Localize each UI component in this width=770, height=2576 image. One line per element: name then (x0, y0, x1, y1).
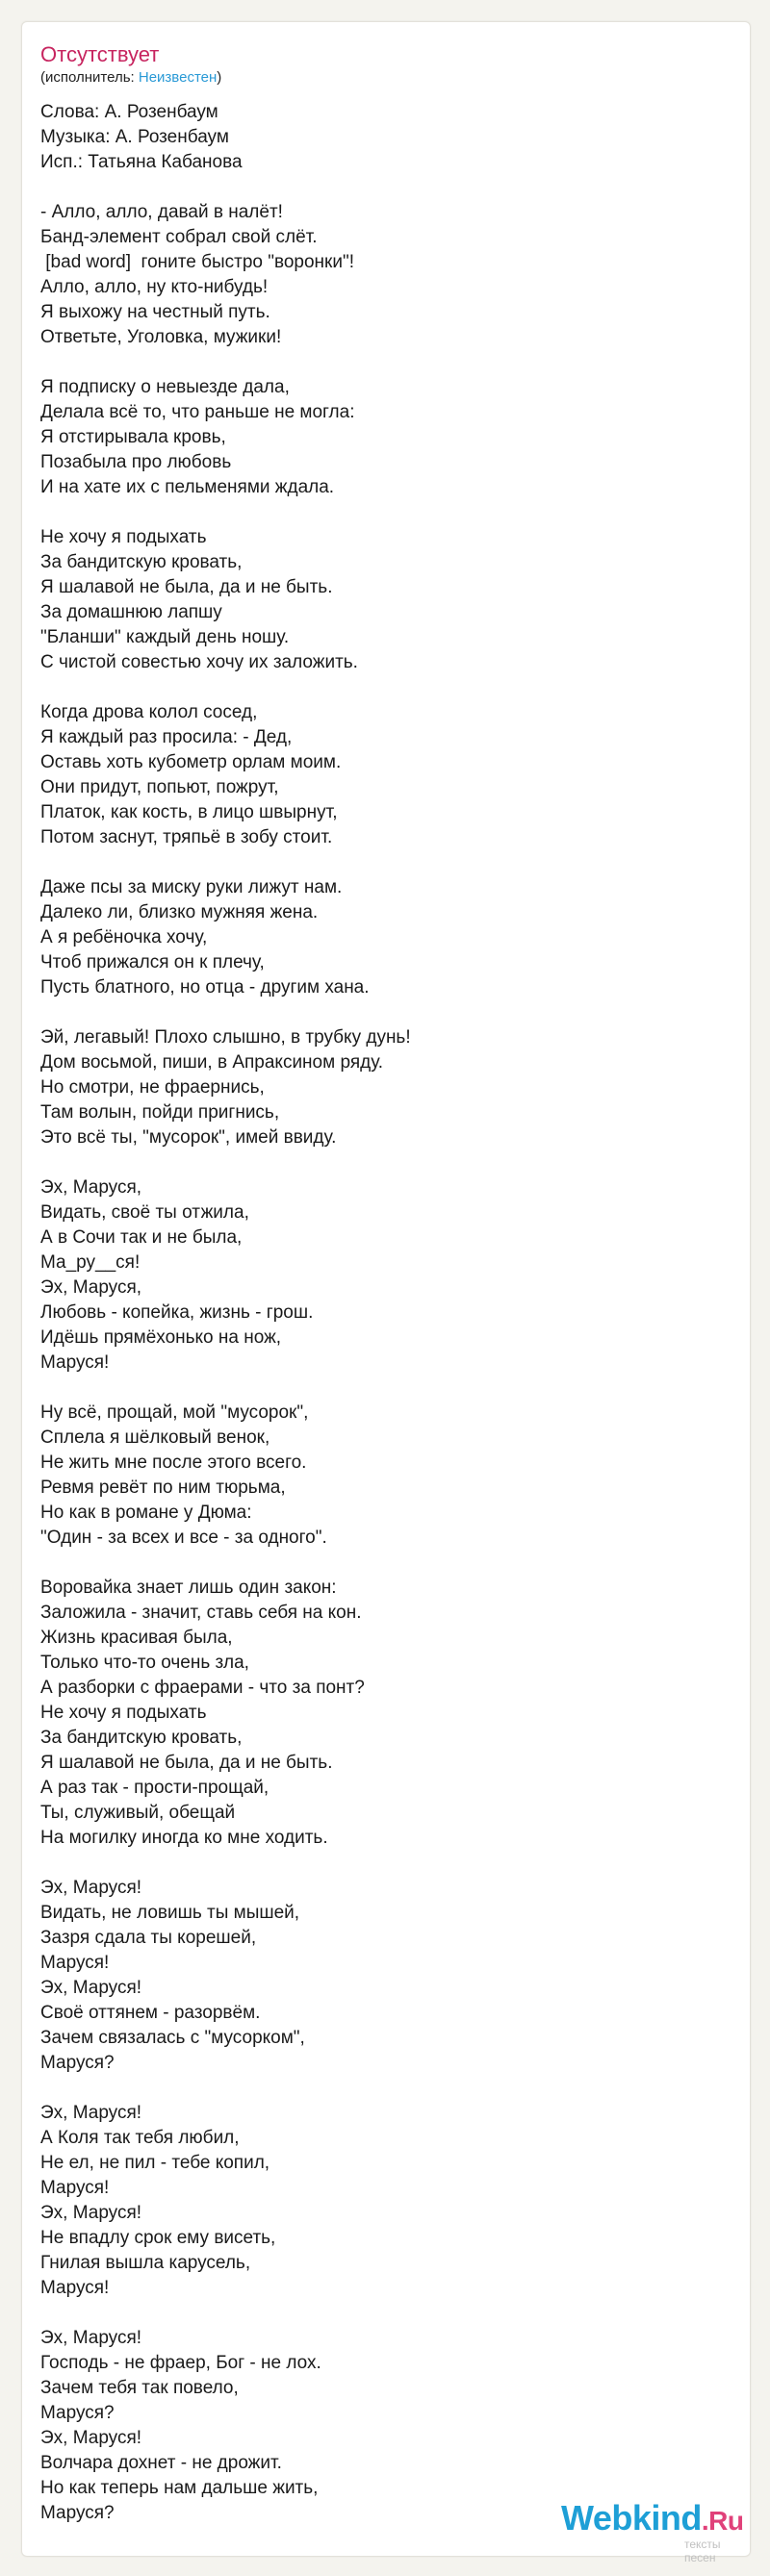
lyrics-line: Видать, своё ты отжила, (40, 1202, 249, 1223)
lyrics-line: Жизнь красивая была, (40, 1628, 233, 1648)
lyrics-line: Исп.: Татьяна Кабанова (40, 152, 243, 172)
byline-prefix: (исполнитель: (40, 69, 139, 86)
lyrics-line: Позабыла про любовь (40, 452, 232, 472)
lyrics-line: А Коля так тебя любил, (40, 2128, 240, 2148)
lyrics-line: Там волын, пойди пригнись, (40, 1102, 280, 1123)
lyrics-line: Чтоб прижался он к плечу, (40, 952, 265, 972)
lyrics-line: Волчара дохнет - не дрожит. (40, 2453, 282, 2473)
lyrics-line: [bad word] гоните быстро "воронки"! (40, 252, 354, 272)
lyrics-line: За бандитскую кровать, (40, 1728, 243, 1748)
lyrics-line: Потом заснут, тряпьё в зобу стоит. (40, 827, 333, 847)
lyrics-stanza (40, 525, 733, 675)
lyrics-line: А я ребёночка хочу, (40, 927, 208, 947)
lyrics-line: Своё оттянем - разорвём. (40, 2003, 261, 2023)
lyrics-line: А в Сочи так и не была, (40, 1227, 243, 1248)
byline-suffix: ) (217, 69, 222, 86)
logo-part-web: Web (561, 2498, 632, 2538)
lyrics-line: Далеко ли, близко мужняя жена. (40, 902, 319, 922)
artist-byline (40, 69, 221, 86)
lyrics-line: Платок, как кость, в лицо швырнут, (40, 802, 338, 822)
lyrics-line: Зачем тебя так повело, (40, 2378, 239, 2398)
lyrics-line: Делала всё то, что раньше не могла: (40, 402, 355, 422)
lyrics-line: Но смотри, не фраернись, (40, 1077, 265, 1098)
lyrics-line: Идёшь прямёхонько на нож, (40, 1327, 282, 1348)
lyrics-line: Но как в романе у Дюма: (40, 1503, 252, 1523)
lyrics-line: Музыка: А. Розенбаум (40, 127, 229, 147)
lyrics-line: Только что-то очень зла, (40, 1653, 249, 1673)
lyrics-line: За домашнюю лапшу (40, 602, 222, 622)
lyrics-line: Я шалавой не была, да и не быть. (40, 1753, 333, 1773)
lyrics-line: Эх, Маруся! (40, 2428, 142, 2448)
lyrics-line: Эй, легавый! Плохо слышно, в трубку дунь! (40, 1027, 411, 1048)
lyrics-line: Гнилая вышла карусель, (40, 2253, 251, 2273)
lyrics-line: Маруся? (40, 2053, 115, 2073)
logo-part-kind: kind (631, 2498, 702, 2538)
lyrics-line: Не хочу я подыхать (40, 1703, 207, 1723)
lyrics-line: Это всё ты, "мусорок", имей ввиду. (40, 1127, 337, 1148)
lyrics-stanza (40, 1401, 733, 1551)
lyrics-line: Я подписку о невыезде дала, (40, 377, 290, 397)
lyrics-line: Я шалавой не была, да и не быть. (40, 577, 333, 597)
lyrics-line: - Алло, алло, давай в налёт! (40, 202, 283, 222)
lyrics-line: Ты, служивый, обещай (40, 1803, 236, 1823)
lyrics-stanza (40, 200, 733, 350)
lyrics-line: Заложила - значит, ставь себя на кон. (40, 1603, 362, 1623)
lyrics-line: На могилку иногда ко мне ходить. (40, 1828, 328, 1848)
lyrics-line: "Один - за всех и все - за одного". (40, 1528, 327, 1548)
lyrics-stanza (40, 1876, 733, 2076)
logo-wordmark (561, 2499, 743, 2540)
lyrics-line: Когда дрова колол сосед, (40, 702, 258, 722)
lyrics-line: А разборки с фраерами - что за понт? (40, 1678, 365, 1698)
lyrics-line: Эх, Маруся! (40, 1878, 142, 1898)
lyrics-stanza (40, 700, 733, 850)
lyrics-line: Эх, Маруся! (40, 2103, 142, 2123)
lyrics-line: Я каждый раз просила: - Дед, (40, 727, 293, 747)
logo-tagline: тексты песен (684, 2538, 721, 2564)
lyrics-stanza (40, 2326, 733, 2526)
lyrics-line: За бандитскую кровать, (40, 552, 243, 572)
lyrics-stanza (40, 1576, 733, 1851)
lyrics-line: Эх, Маруся, (40, 1277, 142, 1298)
lyrics-line: Господь - не фраер, Бог - не лох. (40, 2353, 321, 2373)
lyrics-stanza (40, 100, 733, 175)
lyrics-line: Не ел, не пил - тебе копил, (40, 2153, 270, 2173)
lyrics-line: Ма_ру__ся! (40, 1252, 141, 1273)
lyrics-stanza (40, 375, 733, 500)
lyrics-line: Не впадлу срок ему висеть, (40, 2228, 276, 2248)
lyrics-line: Они придут, попьют, пожрут, (40, 777, 279, 797)
lyrics-line: С чистой совестью хочу их заложить. (40, 652, 358, 672)
lyrics-line: Даже псы за миску руки лижут нам. (40, 877, 343, 897)
lyrics-line: Зачем связалась с "мусорком", (40, 2028, 305, 2048)
lyrics-line: Видать, не ловишь ты мышей, (40, 1903, 300, 1923)
lyrics-line: Алло, алло, ну кто-нибудь! (40, 277, 269, 297)
webkind-logo[interactable] (561, 2498, 754, 2564)
lyrics-line: Но как теперь нам дальше жить, (40, 2478, 319, 2498)
lyrics-line: Слова: А. Розенбаум (40, 102, 218, 122)
logo-part-ru: .Ru (701, 2506, 744, 2536)
lyrics-line: Эх, Маруся! (40, 2203, 142, 2223)
lyrics-line: Я выхожу на честный путь. (40, 302, 270, 322)
lyrics-line: Оставь хоть кубометр орлам моим. (40, 752, 342, 772)
lyrics-line: Эх, Маруся! (40, 2328, 142, 2348)
artist-link[interactable]: Неизвестен (138, 69, 218, 86)
lyrics-line: "Бланши" каждый день ношу. (40, 627, 290, 647)
lyrics-stanza (40, 1175, 733, 1376)
lyrics-line: Эх, Маруся, (40, 1177, 142, 1198)
lyrics-line: Ответьте, Уголовка, мужики! (40, 327, 282, 347)
lyrics-line: Сплела я шёлковый венок, (40, 1427, 270, 1448)
lyrics-line: Дом восьмой, пиши, в Апраксином ряду. (40, 1052, 384, 1073)
song-title: Отсутствует (40, 42, 160, 66)
lyrics-line: Маруся! (40, 2178, 110, 2198)
lyrics-line: Ревмя ревёт по ним тюрьма, (40, 1477, 286, 1498)
lyrics-line: Маруся! (40, 1352, 110, 1373)
lyrics-line: И на хате их с пельменями ждала. (40, 477, 335, 497)
lyrics-line: Зазря сдала ты корешей, (40, 1928, 257, 1948)
lyrics-line: Маруся! (40, 1953, 110, 1973)
lyrics-stanza (40, 875, 733, 1000)
lyrics-line: Маруся? (40, 2403, 115, 2423)
lyrics-line: А раз так - прости-прощай, (40, 1778, 270, 1798)
lyrics-line: Я отстирывала кровь, (40, 427, 226, 447)
lyrics-stanza (40, 1025, 733, 1150)
lyrics-line: Воровайка знает лишь один закон: (40, 1578, 337, 1598)
lyrics-line: Банд-элемент собрал свой слёт. (40, 227, 318, 247)
lyrics-line: Не жить мне после этого всего. (40, 1452, 307, 1473)
lyrics-line: Эх, Маруся! (40, 1978, 142, 1998)
lyrics-line: Ну всё, прощай, мой "мусорок", (40, 1402, 309, 1423)
lyrics-line: Любовь - копейка, жизнь - грош. (40, 1302, 314, 1323)
lyrics-line: Не хочу я подыхать (40, 527, 207, 547)
lyrics-stanza (40, 2101, 733, 2301)
lyrics-body (40, 100, 733, 2551)
lyrics-line: Маруся? (40, 2503, 115, 2523)
lyrics-line: Маруся! (40, 2278, 110, 2298)
lyrics-line: Пусть блатного, но отца - другим хана. (40, 977, 370, 998)
